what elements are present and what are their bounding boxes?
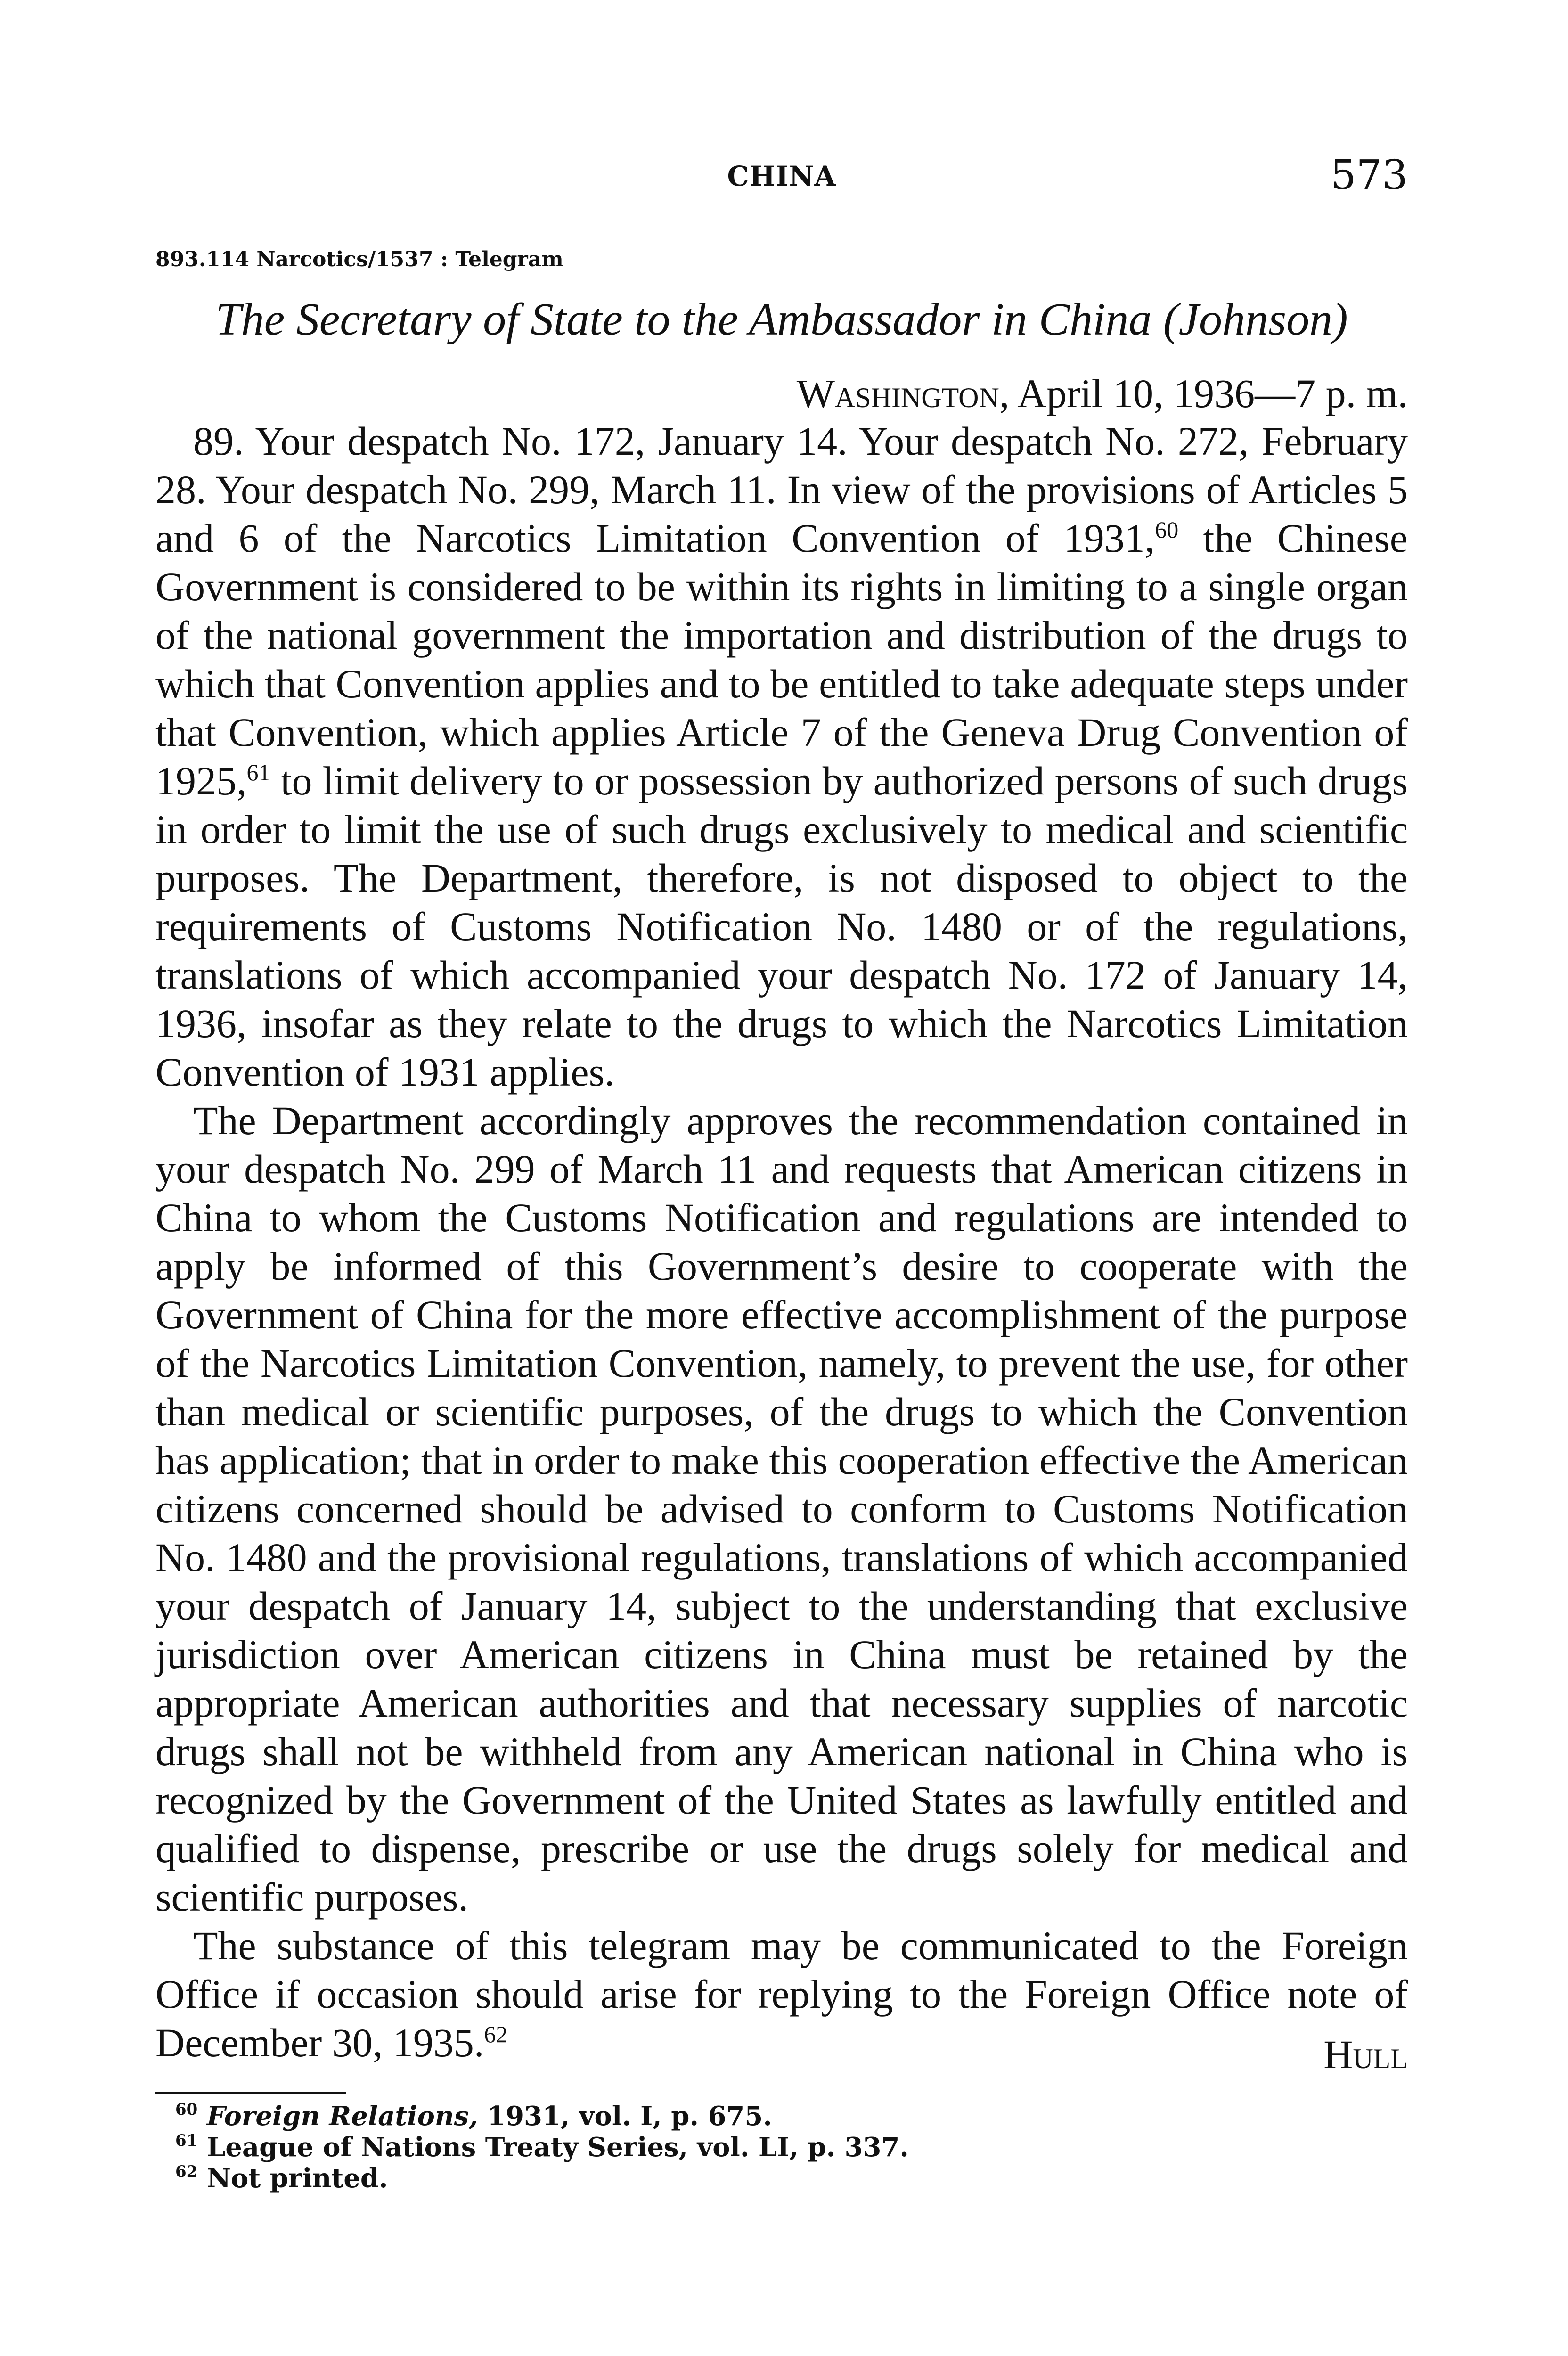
paragraph-3-text: The substance of this telegram may be communicated to the Foreign Office if occasion should arise for replying to the Foreign Office note of December 30, 1935. xyxy=(155,1923,1408,2065)
footnote-60 xyxy=(175,2101,909,2132)
footnote-ref-60: 60 xyxy=(1155,516,1179,543)
footnote-62 xyxy=(175,2163,909,2194)
signature: Hull xyxy=(1323,2032,1408,2077)
running-head xyxy=(155,152,1408,204)
footnote-number: 60 xyxy=(175,2100,198,2119)
footnotes xyxy=(175,2101,909,2194)
document-title: The Secretary of State to the Ambassador in China (Johnson) xyxy=(215,294,1348,345)
footnote-number: 62 xyxy=(175,2162,198,2181)
dateline-place: Washington xyxy=(796,371,999,416)
footnote-text: Not printed. xyxy=(206,2163,388,2194)
footnote-italic: Foreign Relations, xyxy=(206,2101,478,2132)
paragraph-1-part-c: to limit delivery to or possession by authorized persons of such drugs in order to limit the use of such drugs exclusively to medical and scientific purposes. The Department, therefore, is not disposed to object to the requirements of Customs Notification No. 1480 or of the regulations, translations of which accompanied your despatch No. 172 of January 14, 1936, insofar as they relate to the drugs to which the Narcotics Limitation Convention of 1931 applies. xyxy=(155,758,1408,1095)
paragraph-1 xyxy=(155,417,1408,1096)
paragraph-2: The Department accordingly approves the recommendation contained in your despatch No. 299 of March 11 and requests that American citizens in China to whom the Customs Notification and regulations are intended to apply be informed of this Government’s desire to cooperate with the Government of China for the more effective accomplishment of the purpose of the Narcotics Limitation Convention, namely, to prevent the use, for other than medical or scientific purposes, of the drugs to which the Convention has application; that in order to make this cooperation effective the American citizens concerned should be advised to conform to Customs Notification No. 1480 and the provisional regulations, translations of which accompanied your despatch of January 14, subject to the understanding that exclusive jurisdiction over American citizens in China must be retained by the appropriate American authorities and that necessary supplies of narcotic drugs shall not be withheld from any American national in China who is recognized by the Government of the United States as lawfully entitled and qualified to dispense, prescribe or use the drugs solely for medical and scientific purposes. xyxy=(155,1098,1408,1920)
footnote-text: League of Nations Treaty Series, vol. LI, p. 337. xyxy=(206,2132,909,2163)
footnote-ref-61: 61 xyxy=(246,759,270,785)
footnote-ref-62: 62 xyxy=(484,2021,508,2047)
file-reference: 893.114 Narcotics/1537 : Telegram xyxy=(155,247,564,271)
footnote-61 xyxy=(175,2132,909,2163)
footnote-number: 61 xyxy=(175,2131,198,2150)
paragraph-1-part-b: the Chinese Government is considered to be within its rights in limiting to a single organ of the national government the importation and distribution of the drugs to which that Convention applies and to be entitled to take adequate steps under that Convention, which applies Article 7 of the Geneva Drug Convention of 1925, xyxy=(155,515,1408,803)
footnote-divider xyxy=(155,2092,346,2094)
page-number: 573 xyxy=(1330,152,1408,199)
running-title: CHINA xyxy=(727,160,836,192)
dateline-date: , April 10, 1936—7 p. m. xyxy=(999,371,1408,416)
body-text xyxy=(155,417,1408,2067)
dateline xyxy=(155,370,1408,417)
footnote-text: 1931, vol. I, p. 675. xyxy=(478,2101,772,2132)
paragraph-1-part-a: 89. Your despatch No. 172, January 14. Your despatch No. 272, February 28. Your despatch No. 299, March 11. In view of the provisions of Articles 5 and 6 of the Narcotics Limitation Convention of 1931, xyxy=(155,418,1408,561)
